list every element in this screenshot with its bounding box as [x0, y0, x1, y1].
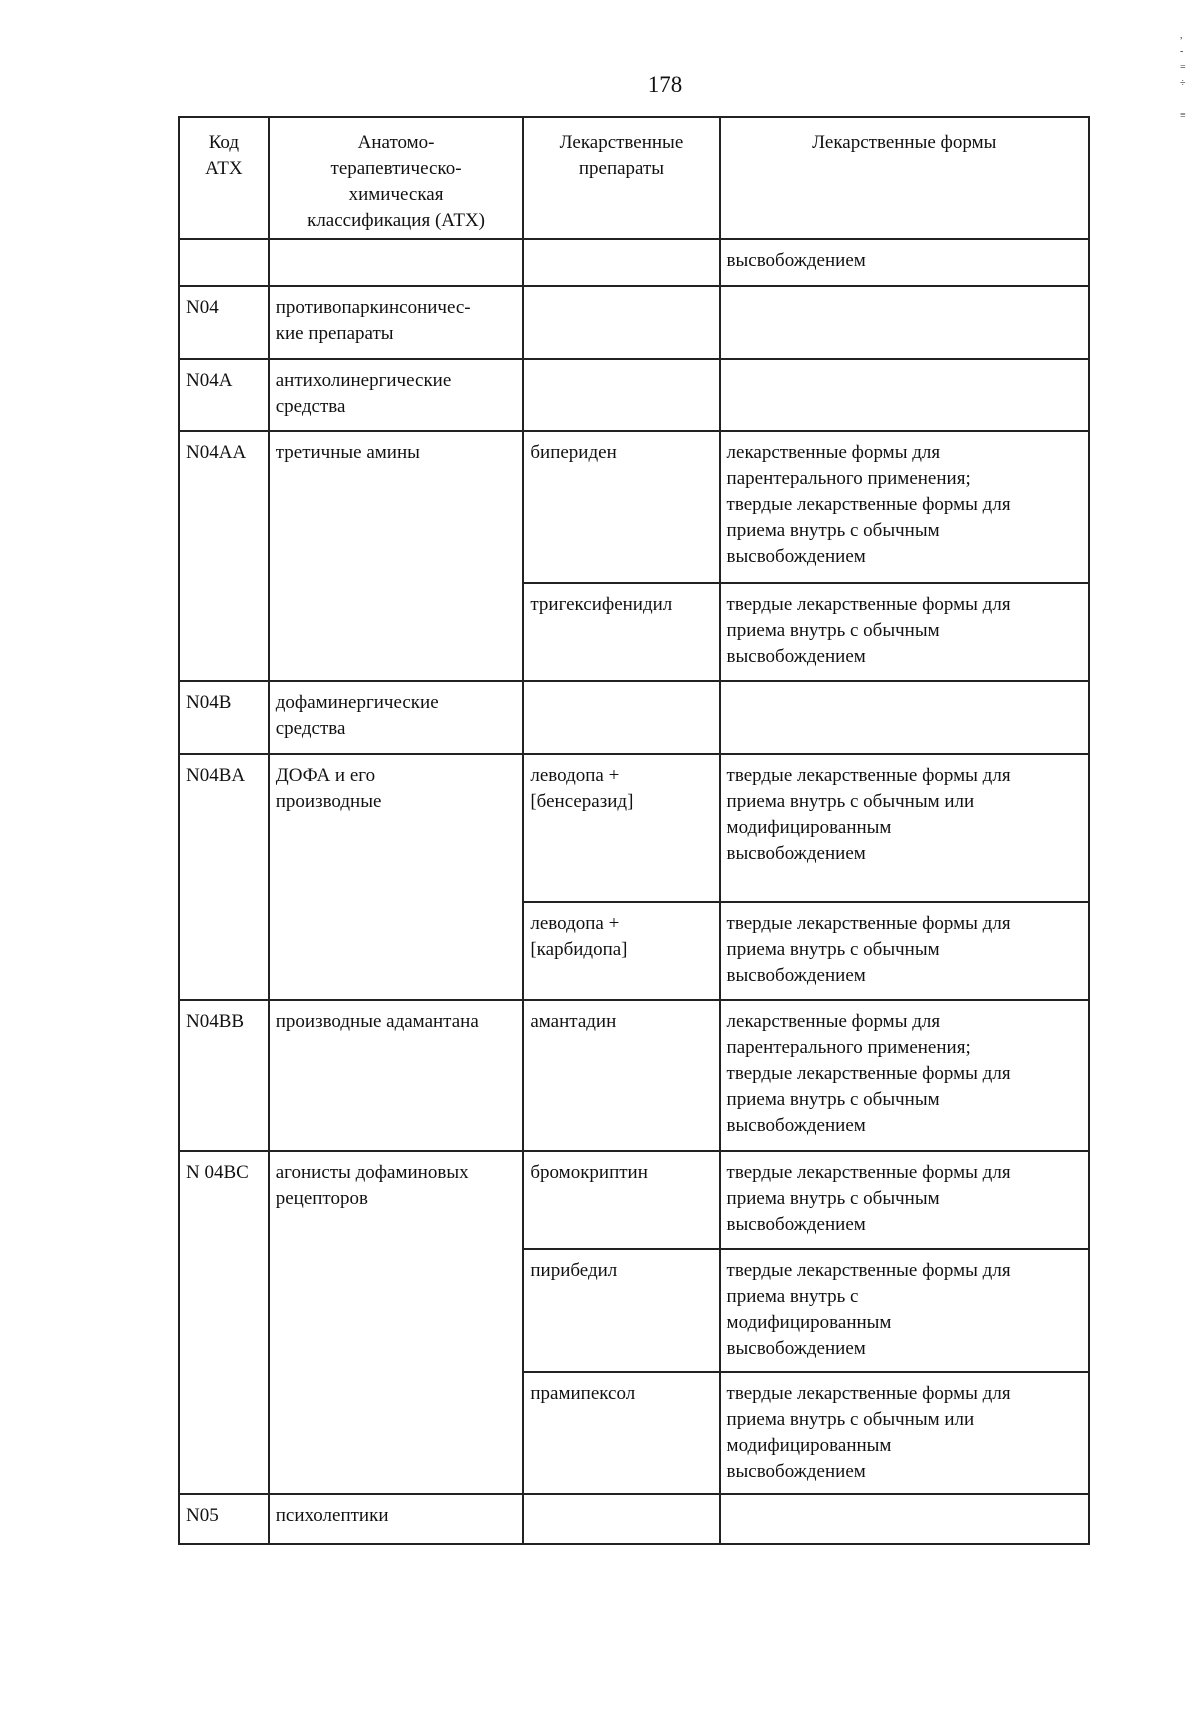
table-row: [179, 681, 1089, 754]
code-cell: N04A: [179, 359, 269, 431]
classification-cell: антихолинергические средства: [269, 359, 524, 431]
drug-cell: пирибедил: [523, 1249, 719, 1372]
classification-cell: дофаминергические средства: [269, 681, 524, 754]
table-row: [179, 754, 1089, 902]
classification-cell: психолептики: [269, 1494, 524, 1544]
code-cell: N05: [179, 1494, 269, 1544]
form-cell: [720, 1494, 1089, 1544]
classification-cell: производные адамантана: [269, 1000, 524, 1151]
drug-cell: бипериден: [523, 431, 719, 583]
code-cell: N04AA: [179, 431, 269, 681]
table-header-row: [179, 117, 1089, 239]
drug-cell: амантадин: [523, 1000, 719, 1151]
header-classification: Анатомо- терапевтическо- химическая классификация (АТХ): [269, 117, 524, 239]
table-row: [179, 239, 1089, 286]
form-cell: лекарственные формы для парентерального применения; твердые лекарственные формы для приема внутрь с обычным высвобождением: [720, 1000, 1089, 1151]
header-forms: Лекарственные формы: [720, 117, 1089, 239]
drug-cell: [523, 286, 719, 359]
classification-cell: ДОФА и его производные: [269, 754, 524, 1000]
drug-cell: [523, 239, 719, 286]
form-cell: [720, 681, 1089, 754]
drug-cell: леводопа + [бенсеразид]: [523, 754, 719, 902]
table-row: [179, 359, 1089, 431]
form-cell: [720, 359, 1089, 431]
form-cell: твердые лекарственные формы для приема внутрь с обычным высвобождением: [720, 902, 1089, 1000]
form-cell: твердые лекарственные формы для приема внутрь с обычным высвобождением: [720, 583, 1089, 681]
classification-cell: агонисты дофаминовых рецепторов: [269, 1151, 524, 1494]
code-cell: N04B: [179, 681, 269, 754]
code-cell: [179, 239, 269, 286]
drug-cell: леводопа + [карбидопа]: [523, 902, 719, 1000]
drug-cell: тригексифенидил: [523, 583, 719, 681]
drug-cell: [523, 1494, 719, 1544]
drug-cell: бромокриптин: [523, 1151, 719, 1249]
drug-cell: [523, 681, 719, 754]
classification-cell: третичные амины: [269, 431, 524, 681]
form-cell: твердые лекарственные формы для приема внутрь с модифицированным высвобождением: [720, 1249, 1089, 1372]
form-cell: высвобождением: [720, 239, 1089, 286]
table-row: [179, 1494, 1089, 1544]
header-code: Код АТХ: [179, 117, 269, 239]
page-number: 178: [647, 72, 683, 97]
table-row: [179, 431, 1089, 583]
drug-cell: [523, 359, 719, 431]
code-cell: N04: [179, 286, 269, 359]
form-cell: твердые лекарственные формы для приема внутрь с обычным или модифицированным высвобождением: [720, 1372, 1089, 1494]
atc-classification-table: [178, 116, 1090, 1545]
classification-cell: [269, 239, 524, 286]
drug-cell: прамипексол: [523, 1372, 719, 1494]
code-cell: N04BB: [179, 1000, 269, 1151]
scan-artifact-marks: , - = ÷ ≡: [1180, 30, 1186, 121]
classification-cell: противопаркинсоничес- кие препараты: [269, 286, 524, 359]
form-cell: лекарственные формы для парентерального применения; твердые лекарственные формы для приема внутрь с обычным высвобождением: [720, 431, 1089, 583]
code-cell: N 04BC: [179, 1151, 269, 1494]
table-row: [179, 1151, 1089, 1249]
header-drugs: Лекарственные препараты: [523, 117, 719, 239]
form-cell: твердые лекарственные формы для приема внутрь с обычным или модифицированным высвобождением: [720, 754, 1089, 902]
code-cell: N04BA: [179, 754, 269, 1000]
table-row: [179, 286, 1089, 359]
form-cell: твердые лекарственные формы для приема внутрь с обычным высвобождением: [720, 1151, 1089, 1249]
form-cell: [720, 286, 1089, 359]
table-row: [179, 1000, 1089, 1151]
